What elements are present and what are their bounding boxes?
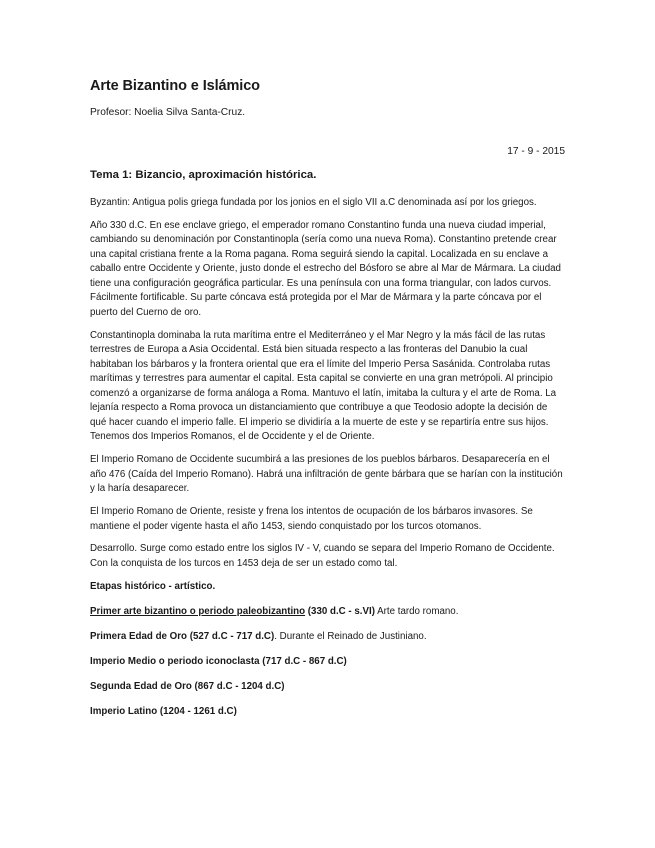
etapa-name: Primera Edad de Oro (527 d.C - 717 d.C) (90, 631, 275, 643)
etapa-item (90, 605, 565, 620)
section-title: Tema 1: Bizancio, aproximación histórica. (90, 169, 317, 181)
etapa-item (90, 680, 565, 695)
etapa-dates: (330 d.C - s.VI) (305, 605, 375, 617)
document-body (90, 196, 565, 730)
paragraph-desarrollo: Desarrollo. Surge como estado entre los siglos IV - V, cuando se separa del Imperio Romano de Occidente. Con la conquista de los turcos en 1453 deja de ser un estado como tal. (90, 543, 555, 569)
etapa-name: Imperio Latino (1204 - 1261 d.C) (90, 706, 237, 718)
paragraph-imperio-occidente: El Imperio Romano de Occidente sucumbirá a las presiones de los pueblos bárbaros. Desaparecería en el año 476 (Caída del Imperio Romano). Habrá una infiltración de gente bárbara que se harían con la institución y la haría desaparecer. (90, 454, 563, 495)
paragraph-constantino: Año 330 d.C. En ese enclave griego, el emperador romano Constantino funda una nueva ciudad imperial, cambiando su denominación por Constantinopla (sería como una nueva Roma). Constantino pretende crear una capital cristiana frente a la Roma pagana. Roma seguirá siendo la capital. Localizada en su enclave a caballo entre Occidente y Oriente, justo donde el estrecho del Bósforo se abre al Mar de Mármara. La ciudad tiene una configuración geográfica particular. Es una península con una forma triangular, con lados curvos. Fácilmente fortificable. Su parte cóncava está protegida por el Mar de Mármara y la parte cóncava por el puerto del Cuerno de oro. (90, 219, 561, 318)
etapa-name: Segunda Edad de Oro (867 d.C - 1204 d.C) (90, 681, 285, 693)
etapa-note: . Durante el Reinado de Justiniano. (274, 631, 427, 643)
paragraph-byzantin: Byzantin: Antigua polis griega fundada por los jonios en el siglo VII a.C denominada así por los griegos. (90, 197, 537, 208)
etapa-item (90, 705, 565, 720)
etapa-note: Arte tardo romano. (374, 605, 459, 617)
etapa-item (90, 630, 565, 645)
paragraph-constantinopla: Constantinopla dominaba la ruta marítima entre el Mediterráneo y el Mar Negro y la más fácil de las rutas terrestres de Europa a Asia Occidental. Está bien situada respecto a las fronteras del Danubio la cual habitaban los bárbaros y la frontera oriental que era el límite del Imperio Persa Sasánida. Controlaba rutas marítimas y terrestres para aumentar el capital. Esta capital se convierte en una gran metrópoli. Al principio comenzó a organizarse de forma análoga a Roma. Mantuvo el latín, imitaba la cultura y el arte de Roma. La lejanía respecto a Roma provoca un distanciamiento que contribuye a que Teodosio adopte la decisión de qué hacer cuando el imperio falle. El imperio se dividiría a la muerte de este y se repartiría entre sus hijos. Tenemos dos Imperios Romanos, el de Occidente y el de Oriente. (90, 329, 557, 443)
document-title: Arte Bizantino e Islámico (90, 78, 260, 94)
etapa-name: Imperio Medio o periodo iconoclasta (717 d.C - 867 d.C) (90, 656, 347, 668)
etapa-name: Primer arte bizantino o periodo paleobizantino (90, 605, 306, 617)
professor-line: Profesor: Noelia Silva Santa-Cruz. (90, 107, 246, 118)
paragraph-imperio-oriente: El Imperio Romano de Oriente, resiste y frena los intentos de ocupación de los bárbaros invasores. Se mantiene el poder vigente hasta el año 1453, siendo conquistado por los turcos otomanos. (90, 506, 533, 532)
etapa-item (90, 655, 565, 670)
document-date: 17 - 9 - 2015 (507, 146, 565, 157)
etapas-heading: Etapas histórico - artístico. (90, 580, 216, 592)
